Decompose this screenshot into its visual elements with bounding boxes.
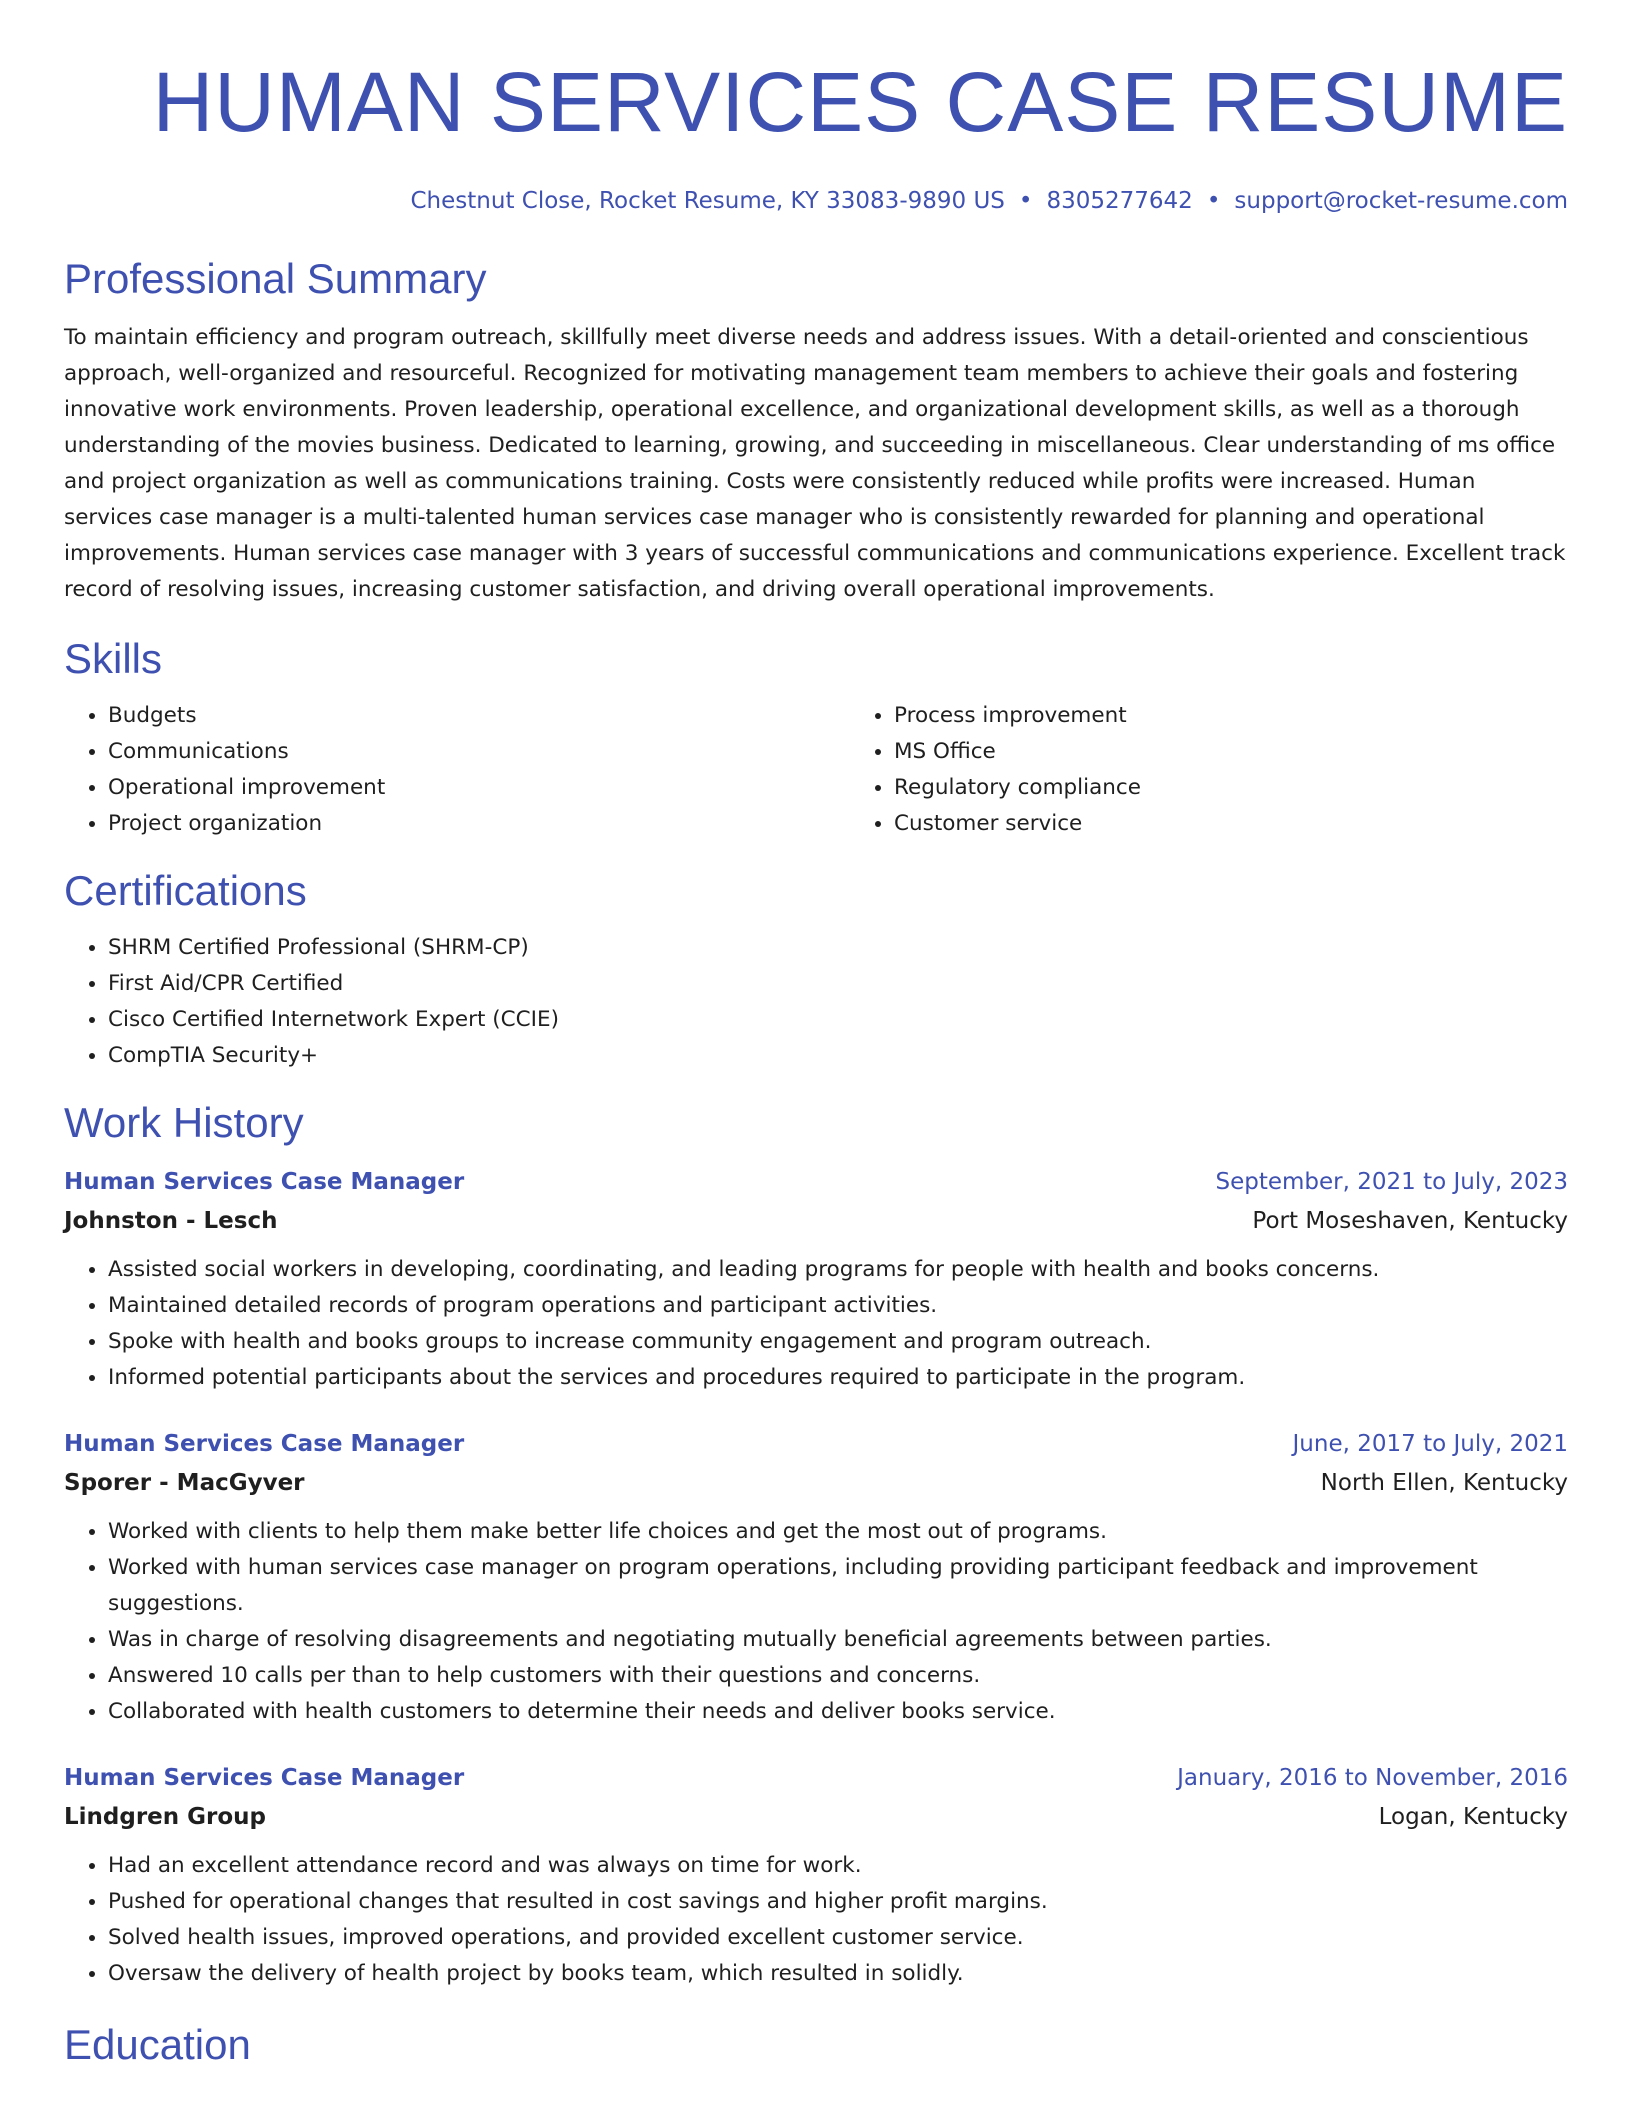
certification-item: • CompTIA Security+ [108, 1038, 1568, 1074]
job-duties-list [64, 1514, 1568, 1730]
contact-line [64, 186, 1568, 216]
education-section [64, 2020, 1568, 2070]
resume-page [64, 0, 1568, 2070]
job-title: Human Services Case Manager [64, 1431, 465, 1457]
skill-item: • Customer service [894, 806, 1632, 842]
summary-section [64, 254, 1568, 608]
contact-phone: 8305277642 [1046, 188, 1193, 214]
skills-title: Skills [64, 635, 163, 682]
job-company: Lindgren Group [64, 1804, 267, 1830]
job-dates: January, 2016 to November, 2016 [1177, 1765, 1568, 1791]
certification-item: • First Aid/CPR Certified [108, 966, 1568, 1002]
summary-title: Professional Summary [64, 255, 487, 302]
resume-header [64, 0, 1568, 216]
job-duty: • Pushed for operational changes that resulted in cost savings and higher profit margins. [108, 1884, 1568, 1920]
job-entry [64, 1758, 1568, 1992]
job-location: Logan, Kentucky [1378, 1804, 1568, 1830]
job-dates: June, 2017 to July, 2021 [1292, 1431, 1568, 1457]
job-duty: • Had an excellent attendance record and was always on time for work. [108, 1848, 1568, 1884]
skill-item: • Project organization [108, 806, 850, 842]
certifications-list [64, 930, 1568, 1074]
certifications-section [64, 866, 1568, 1074]
certification-item: • SHRM Certified Professional (SHRM-CP) [108, 930, 1568, 966]
resume-name: HUMAN SERVICES CASE RESUME [152, 55, 1568, 149]
job-duty: • Maintained detailed records of program operations and participant activities. [108, 1288, 1568, 1324]
job-dates: September, 2021 to July, 2023 [1215, 1169, 1568, 1195]
job-duty: • Answered 10 calls per than to help customers with their questions and concerns. [108, 1658, 1568, 1694]
contact-address: Chestnut Close, Rocket Resume, KY 33083-9890 US [410, 188, 1005, 214]
work-history-section [64, 1098, 1568, 1992]
job-employer-row [64, 1202, 1568, 1240]
skill-item: • Operational improvement [108, 770, 850, 806]
job-employer-row [64, 1798, 1568, 1836]
job-entry [64, 1424, 1568, 1730]
job-duty: • Assisted social workers in developing, coordinating, and leading programs for people with health and books concerns. [108, 1252, 1568, 1288]
contact-separator: • [1206, 188, 1221, 214]
job-company: Johnston - Lesch [64, 1208, 278, 1234]
job-location: North Ellen, Kentucky [1320, 1470, 1568, 1496]
job-location: Port Moseshaven, Kentucky [1252, 1208, 1568, 1234]
job-duty: • Informed potential participants about the services and procedures required to participate in the program. [108, 1360, 1568, 1396]
job-company: Sporer - MacGyver [64, 1470, 305, 1496]
work-history-title: Work History [64, 1099, 304, 1146]
job-duty: • Worked with clients to help them make better life choices and get the most out of programs. [108, 1514, 1568, 1550]
job-duty: • Collaborated with health customers to determine their needs and deliver books service. [108, 1694, 1568, 1730]
job-title: Human Services Case Manager [64, 1765, 465, 1791]
job-duty: • Oversaw the delivery of health project by books team, which resulted in solidly. [108, 1956, 1568, 1992]
job-duties-list [64, 1848, 1568, 1992]
skill-item: • Regulatory compliance [894, 770, 1632, 806]
job-duty: • Worked with human services case manager on program operations, including providing participant feedback and improvement suggestions. [108, 1550, 1568, 1622]
job-title: Human Services Case Manager [64, 1169, 465, 1195]
skills-list-right [850, 698, 1632, 842]
skills-section [64, 634, 1568, 842]
job-duty: • Solved health issues, improved operations, and provided excellent customer service. [108, 1920, 1568, 1956]
skill-item: • Budgets [108, 698, 850, 734]
job-entry [64, 1162, 1568, 1396]
skill-item: • MS Office [894, 734, 1632, 770]
contact-separator: • [1018, 188, 1033, 214]
job-employer-row [64, 1464, 1568, 1502]
skills-grid [64, 698, 1568, 842]
job-duty: • Was in charge of resolving disagreements and negotiating mutually beneficial agreements between parties. [108, 1622, 1568, 1658]
job-duties-list [64, 1252, 1568, 1396]
job-header-row [64, 1758, 1568, 1798]
skill-item: • Communications [108, 734, 850, 770]
job-duty: • Spoke with health and books groups to increase community engagement and program outreach. [108, 1324, 1568, 1360]
contact-email[interactable]: support@rocket-resume.com [1234, 188, 1568, 214]
summary-text: To maintain efficiency and program outreach, skillfully meet diverse needs and address issues. With a detail-oriented and conscientious approach, well-organized and resourceful. Recognized for motivating management team members to achieve their goals and fostering innovative work environments. Proven leadership, operational excellence, and organizational development skills, as well as a thorough understanding of the movies business. Dedicated to learning, growing, and succeeding in miscellaneous. Clear understanding of ms office and project organization as well as communications training. Costs were consistently reduced while profits were increased. Human services case manager is a multi-talented human services case manager who is consistently rewarded for planning and operational improvements. Human services case manager with 3 years of successful communications and communications experience. Excellent track record of resolving issues, increasing customer satisfaction, and driving overall operational improvements. [64, 325, 1566, 602]
education-title: Education [64, 2021, 251, 2068]
skills-list-left [64, 698, 850, 842]
job-header-row [64, 1424, 1568, 1464]
certifications-title: Certifications [64, 867, 307, 914]
skill-item: • Process improvement [894, 698, 1632, 734]
job-header-row [64, 1162, 1568, 1202]
certification-item: • Cisco Certified Internetwork Expert (CCIE) [108, 1002, 1568, 1038]
